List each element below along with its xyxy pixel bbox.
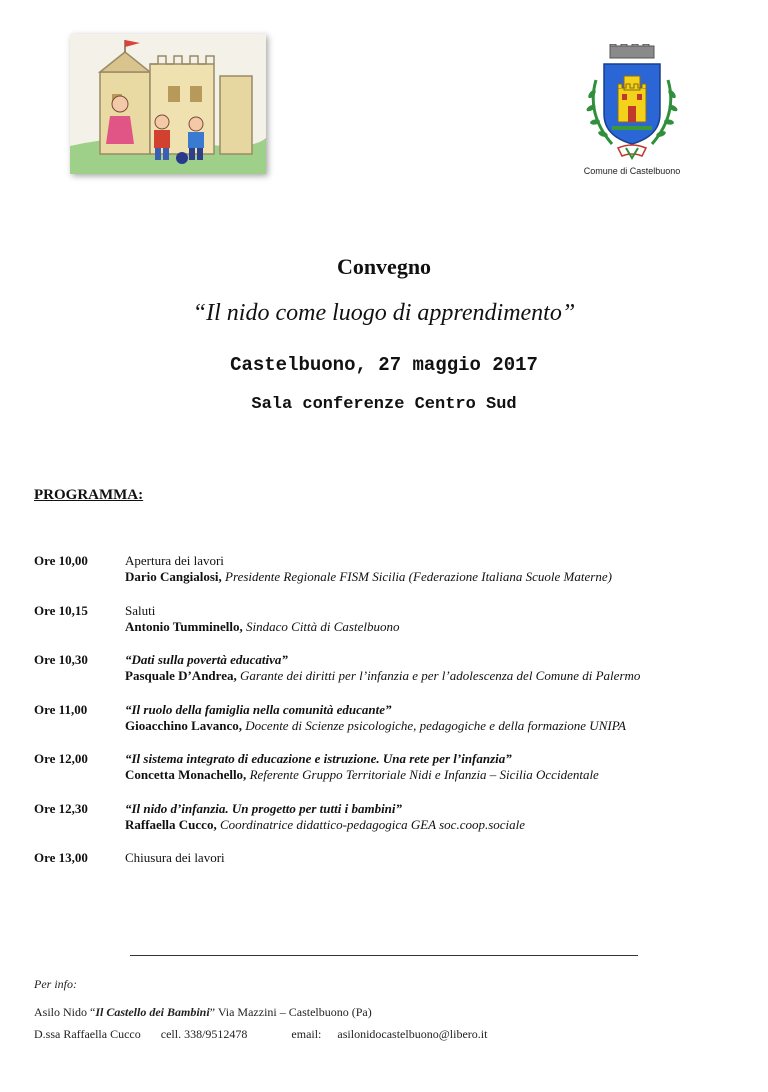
schedule-time: Ore 10,00 [34, 553, 88, 568]
schedule-list [34, 553, 734, 900]
schedule-desc [125, 850, 735, 866]
schedule-topic: “Il ruolo della famiglia nella comunità educante” [125, 701, 392, 717]
schedule-item [34, 751, 734, 801]
speaker-name: Dario Cangialosi, [125, 569, 222, 584]
schedule-desc [125, 702, 735, 734]
schedule-item [34, 603, 734, 653]
comune-crest-logo [582, 44, 682, 180]
speaker-name: Pasquale D’Andrea, [125, 668, 237, 683]
schedule-desc [125, 603, 735, 635]
schedule-speaker [125, 569, 735, 585]
speaker-role: Presidente Regionale FISM Sicilia (Federazione Italiana Scuole Materne) [221, 569, 612, 584]
event-date-place: Castelbuono, 27 maggio 2017 [230, 354, 538, 376]
speaker-role: Referente Gruppo Territoriale Nidi e Infanzia – Sicilia Occidentale [246, 767, 599, 782]
event-main-title: “Il nido come luogo di apprendimento” [192, 300, 576, 326]
speaker-role: Coordinatrice didattico-pedagogica GEA soc.coop.sociale [216, 816, 526, 832]
speaker-role: Sindaco Città di Castelbuono [242, 618, 400, 634]
schedule-topic: “Il nido d’infanzia. Un progetto per tutti i bambini” [125, 800, 403, 816]
org-prefix: Asilo Nido “ [34, 1005, 96, 1019]
schedule-time: Ore 12,30 [34, 800, 88, 816]
schedule-time: Ore 11,00 [34, 701, 88, 717]
schedule-speaker [125, 817, 735, 833]
schedule-speaker [125, 767, 735, 783]
speaker-name: Gioacchino Lavanco, [125, 717, 243, 733]
schedule-time: Ore 10,15 [34, 602, 88, 618]
contact-name: D.ssa Raffaella Cucco [34, 1027, 141, 1041]
schedule-desc [125, 751, 735, 783]
schedule-item [34, 801, 734, 851]
speaker-role: Garante dei diritti per l’infanzia e per l’adolescenza del Comune di Palermo [236, 668, 641, 683]
event-venue: Sala conferenze Centro Sud [251, 395, 517, 414]
contact-email-link[interactable]: asilonidocastelbuono@libero.it [337, 1027, 488, 1041]
footer-organization [34, 1005, 372, 1020]
castle-drawing-image [70, 34, 266, 174]
speaker-name: Antonio Tumminello, [125, 618, 243, 634]
email-label: email: [291, 1027, 322, 1041]
schedule-time: Ore 10,30 [34, 652, 88, 667]
schedule-topic: Apertura dei lavori [125, 553, 224, 568]
schedule-desc [125, 652, 735, 684]
schedule-time: Ore 12,00 [34, 751, 88, 766]
schedule-topic: “Dati sulla povertà educativa” [125, 652, 288, 667]
schedule-speaker [125, 619, 735, 635]
org-name: Il Castello dei Bambini [95, 1005, 210, 1019]
crest-caption: Comune di Castelbuono [583, 166, 681, 176]
schedule-item [34, 702, 734, 752]
schedule-topic: Chiusura dei lavori [125, 850, 225, 865]
schedule-topic: “Il sistema integrato di educazione e istruzione. Una rete per l’infanzia” [125, 751, 512, 766]
footer-info-label: Per info: [34, 977, 77, 991]
schedule-item [34, 850, 734, 900]
schedule-speaker [125, 718, 735, 734]
speaker-role: Docente di Scienze psicologiche, pedagogiche e della formazione UNIPA [242, 717, 626, 733]
footer-divider [130, 955, 638, 956]
schedule-topic: Saluti [125, 602, 156, 618]
speaker-name: Raffaella Cucco, [125, 816, 217, 832]
schedule-item [34, 652, 734, 702]
speaker-name: Concetta Monachello, [125, 767, 247, 782]
schedule-desc [125, 801, 735, 833]
schedule-item [34, 553, 734, 603]
footer-contact [34, 1027, 487, 1042]
schedule-desc [125, 553, 735, 585]
event-type-title: Convegno [336, 254, 432, 279]
schedule-time: Ore 13,00 [34, 850, 88, 865]
schedule-speaker [125, 668, 735, 684]
org-address: ” Via Mazzini – Castelbuono (Pa) [209, 1005, 372, 1019]
crest-icon [582, 44, 682, 162]
castle-drawing-logo [70, 34, 266, 174]
contact-phone: cell. 338/9512478 [160, 1027, 248, 1041]
programma-heading: PROGRAMMA: [34, 487, 144, 503]
